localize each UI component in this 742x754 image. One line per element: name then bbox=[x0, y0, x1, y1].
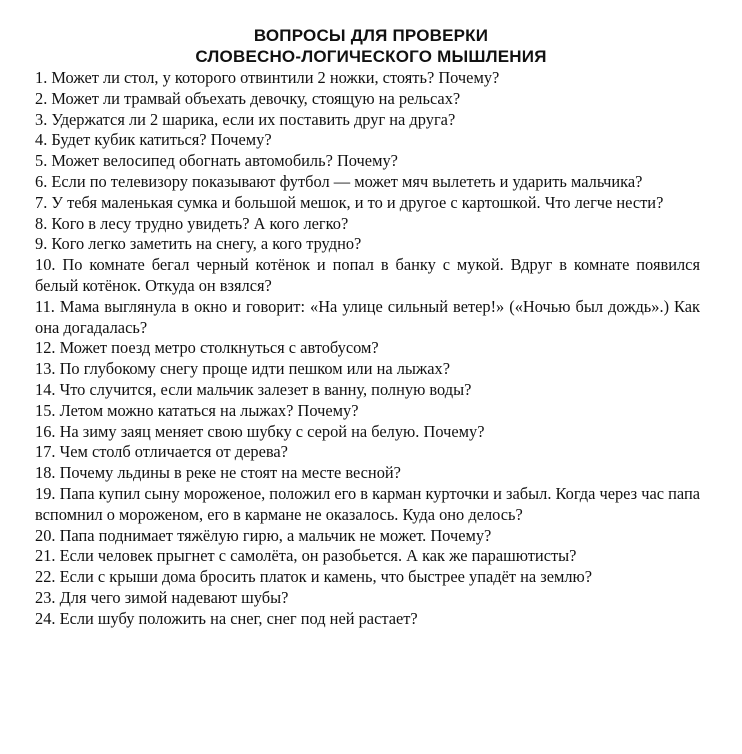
question-item-20: 20. Папа поднимает тяжёлую гирю, а мальчик не может. Почему? bbox=[35, 525, 492, 545]
question-item-17: 17. Чем столб отличается от дерева? bbox=[35, 442, 288, 462]
question-item-6: 6. Если по телевизору показывают футбол — может мяч вылететь и ударить мальчика? bbox=[35, 171, 643, 191]
question-item-10: 10. По комнате бегал черный котёнок и попал в банку с мукой. Вдруг в комнате появился белый котёнок. Откуда он взялся? bbox=[35, 255, 700, 295]
question-item-23: 23. Для чего зимой надевают шубы? bbox=[35, 587, 289, 607]
question-item-21: 21. Если человек прыгнет с самолёта, он разобьется. А как же парашютисты? bbox=[35, 546, 577, 566]
question-item-11: 11. Мама выглянула в окно и говорит: «На улице сильный ветер!» («Ночью был дождь».) Как она догадалась? bbox=[35, 296, 700, 337]
question-item-18: 18. Почему льдины в реке не стоят на месте весной? bbox=[35, 463, 401, 483]
question-item-24: 24. Если шубу положить на снег, снег под ней растает? bbox=[35, 608, 418, 628]
question-item-19: 19. Папа купил сыну мороженое, положил его в карман курточки и забыл. Когда через час папа вспомнил о мороженом, его в кармане не оказалось. Куда оно делось? bbox=[35, 483, 700, 524]
question-item-15: 15. Летом можно кататься на лыжах? Почему? bbox=[35, 400, 359, 420]
question-item-2: 2. Может ли трамвай объехать девочку, стоящую на рельсах? bbox=[35, 88, 461, 108]
page-title-line-2: СЛОВЕСНО-ЛОГИЧЕСКОГО МЫШЛЕНИЯ bbox=[195, 47, 547, 66]
question-item-7: 7. У тебя маленькая сумка и большой мешок, и то и другое с картошкой. Что легче нести? bbox=[35, 192, 664, 212]
question-item-13: 13. По глубокому снегу проще идти пешком или на лыжах? bbox=[35, 359, 450, 379]
question-item-16: 16. На зиму заяц меняет свою шубку с серой на белую. Почему? bbox=[35, 421, 485, 441]
question-item-22: 22. Если с крыши дома бросить платок и камень, что быстрее упадёт на землю? bbox=[35, 567, 593, 587]
question-item-8: 8. Кого в лесу трудно увидеть? А кого легко? bbox=[35, 213, 349, 233]
question-item-1: 1. Может ли стол, у которого отвинтили 2 ножки, стоять? Почему? bbox=[35, 68, 500, 87]
question-item-12: 12. Может поезд метро столкнуться с автобусом? bbox=[35, 338, 379, 358]
question-item-4: 4. Будет кубик катиться? Почему? bbox=[35, 130, 272, 150]
page-title-line-1: ВОПРОСЫ ДЛЯ ПРОВЕРКИ bbox=[253, 26, 489, 45]
question-item-9: 9. Кого легко заметить на снегу, а кого трудно? bbox=[35, 234, 362, 254]
question-item-5: 5. Может велосипед обогнать автомобиль? Почему? bbox=[35, 151, 398, 171]
question-item-14: 14. Что случится, если мальчик залезет в ванну, полную воды? bbox=[35, 379, 472, 399]
question-item-3: 3. Удержатся ли 2 шарика, если их поставить друг на друга? bbox=[35, 109, 456, 129]
question-list bbox=[35, 68, 700, 630]
